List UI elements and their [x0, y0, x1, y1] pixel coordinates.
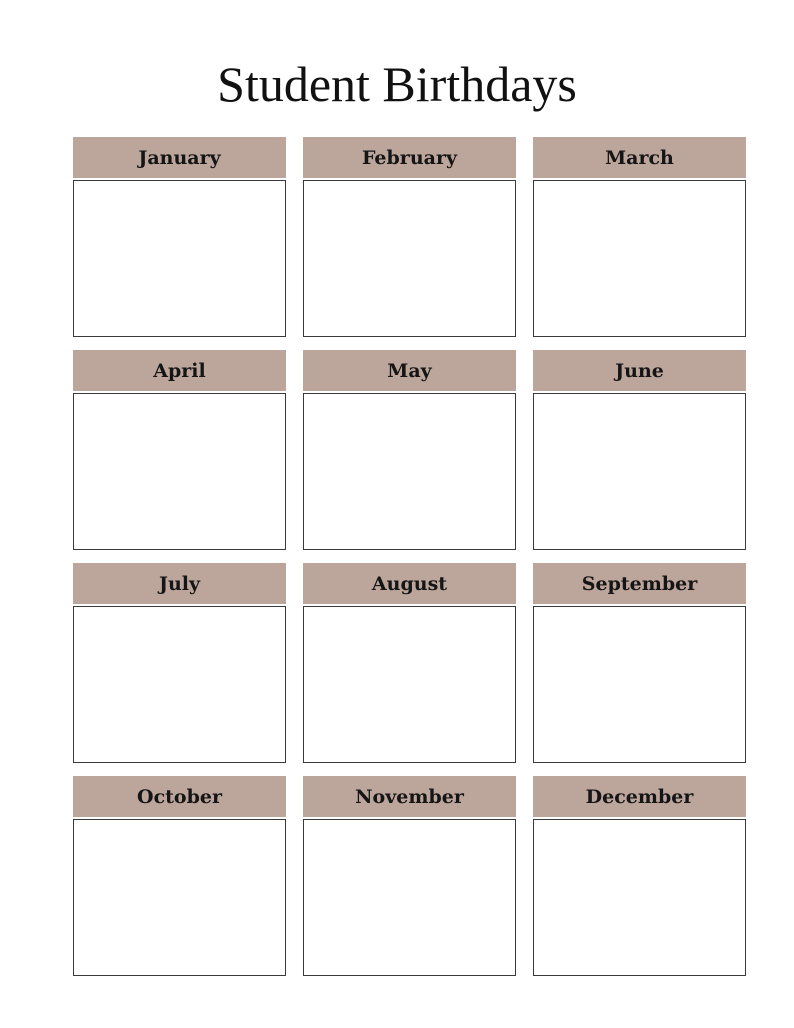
- month-entry-box[interactable]: [533, 180, 746, 337]
- month-header: July: [73, 563, 286, 604]
- page-title: Student Birthdays: [217, 56, 577, 112]
- month-card-july: [73, 563, 286, 763]
- month-header: December: [533, 776, 746, 817]
- month-entry-box[interactable]: [73, 393, 286, 550]
- month-card-december: [533, 776, 746, 976]
- month-card-march: [533, 137, 746, 337]
- month-card-january: [73, 137, 286, 337]
- month-entry-box[interactable]: [303, 819, 516, 976]
- month-entry-box[interactable]: [533, 393, 746, 550]
- month-card-october: [73, 776, 286, 976]
- month-header: September: [533, 563, 746, 604]
- month-entry-box[interactable]: [73, 180, 286, 337]
- month-card-november: [303, 776, 516, 976]
- month-header: April: [73, 350, 286, 391]
- month-entry-box[interactable]: [303, 606, 516, 763]
- month-entry-box[interactable]: [73, 606, 286, 763]
- month-entry-box[interactable]: [533, 819, 746, 976]
- month-header: March: [533, 137, 746, 178]
- month-header: August: [303, 563, 516, 604]
- month-card-april: [73, 350, 286, 550]
- month-card-february: [303, 137, 516, 337]
- month-entry-box[interactable]: [303, 393, 516, 550]
- month-card-august: [303, 563, 516, 763]
- month-header: February: [303, 137, 516, 178]
- month-header: May: [303, 350, 516, 391]
- month-header: January: [73, 137, 286, 178]
- month-card-september: [533, 563, 746, 763]
- month-header: November: [303, 776, 516, 817]
- month-grid: [73, 137, 745, 976]
- month-card-may: [303, 350, 516, 550]
- month-entry-box[interactable]: [73, 819, 286, 976]
- month-entry-box[interactable]: [303, 180, 516, 337]
- month-card-june: [533, 350, 746, 550]
- month-entry-box[interactable]: [533, 606, 746, 763]
- month-header: October: [73, 776, 286, 817]
- month-header: June: [533, 350, 746, 391]
